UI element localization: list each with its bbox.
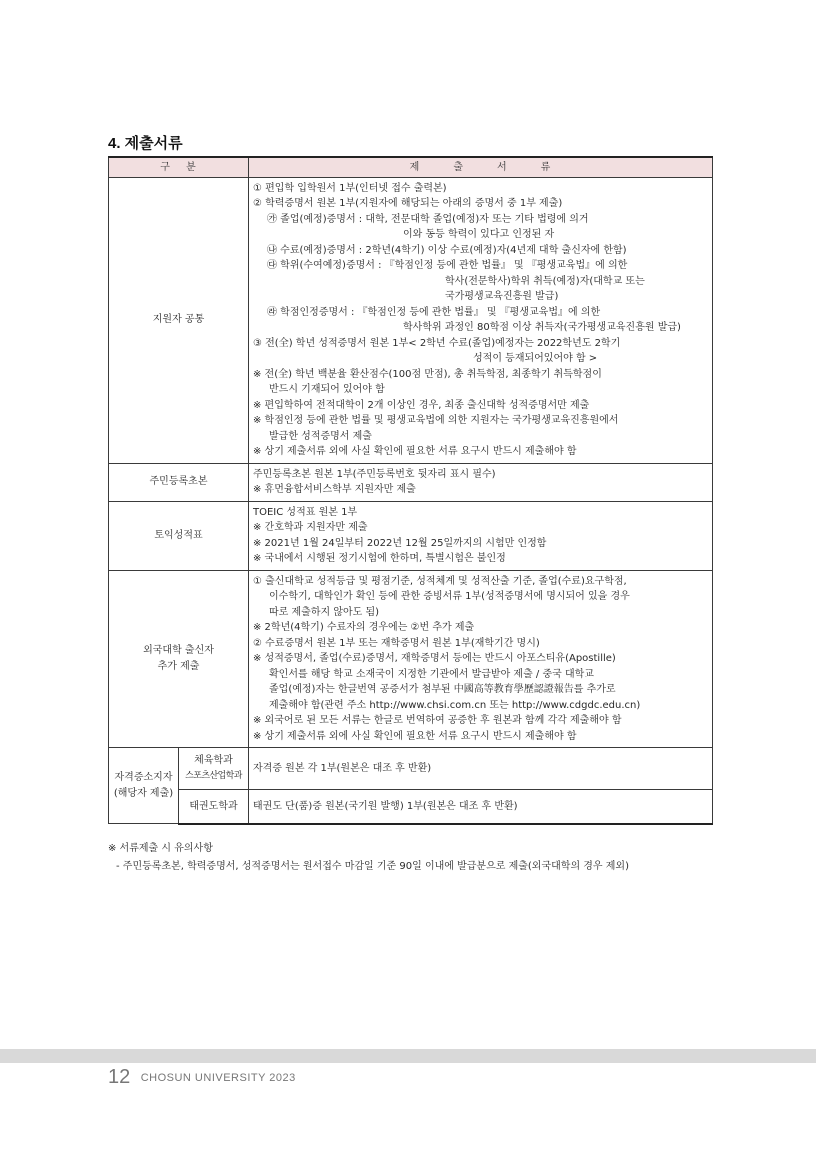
table-row bbox=[109, 177, 713, 463]
sports-label-line: 스포츠산업학과 bbox=[185, 770, 242, 781]
common-line: ㉮ 졸업(예정)증명서 : 대학, 전문대학 졸업(예정)자 또는 기타 법령에 의거 bbox=[267, 213, 589, 225]
common-line: ※ 전(全) 학년 백분율 환산점수(100점 만점), 총 취득학점, 최종학기 취득학점이 bbox=[253, 368, 602, 380]
row-content-common bbox=[249, 177, 713, 463]
foreign-line: ① 출신대학교 성적등급 및 평점기준, 성적체계 및 성적산출 기준, 졸업(수료)요구학점, bbox=[253, 575, 627, 587]
certificate-label-line: 자격증소지자 bbox=[114, 772, 173, 783]
common-line: ② 학력증명서 원본 1부(지원자에 해당되는 아래의 증명서 중 1부 제출) bbox=[253, 198, 563, 209]
common-line: 학사(전문학사)학위 취득(예정)자(대학교 또는 bbox=[445, 275, 645, 287]
common-line: ※ 편입학하여 전적대학이 2개 이상인 경우, 최종 출신대학 성적증명서만 제출 bbox=[253, 399, 590, 411]
table-row bbox=[109, 748, 713, 790]
common-line: 학사학위 과정인 80학점 이상 취득자(국가평생교육진흥원 발급) bbox=[403, 322, 681, 333]
resident-line: ※ 휴먼융합서비스학부 지원자만 제출 bbox=[253, 484, 416, 495]
row-label-resident: 주민등록초본 bbox=[109, 463, 249, 501]
table-header-row bbox=[109, 157, 713, 177]
foreign-line: 이수학기, 대학인가 확인 등에 관한 증빙서류 1부(성적증명서에 명시되어 있을 경우 bbox=[269, 591, 630, 602]
table-row bbox=[109, 501, 713, 570]
toeic-line: TOEIC 성적표 원본 1부 bbox=[253, 506, 358, 518]
table-row bbox=[109, 790, 713, 824]
resident-line: 주민등록초본 원본 1부(주민등록번호 뒷자리 표시 필수) bbox=[253, 468, 496, 480]
common-line: 발급한 성적증명서 제출 bbox=[269, 430, 372, 442]
table-row bbox=[109, 570, 713, 748]
foreign-line: 졸업(예정)자는 한글번역 공증서가 첨부된 中國高等教育學歷認證報告를 추가로 bbox=[269, 684, 616, 695]
sublabel-sports bbox=[179, 748, 249, 790]
row-content-foreign bbox=[249, 570, 713, 748]
toeic-line: ※ 2021년 1월 24일부터 2022년 12월 25일까지의 시험만 인정함 bbox=[253, 537, 547, 549]
row-content-taekwondo bbox=[249, 790, 713, 824]
row-content-resident bbox=[249, 463, 713, 501]
sports-label-line: 체육학과 bbox=[194, 755, 233, 766]
toeic-line: ※ 국내에서 시행된 정기시험에 한하며, 특별시험은 불인정 bbox=[253, 553, 506, 564]
common-line: ㉯ 수료(예정)증명서 : 2학년(4학기) 이상 수료(예정)자(4년제 대학 출신자에 한함) bbox=[267, 244, 627, 256]
row-label-foreign bbox=[109, 570, 249, 748]
common-line: ㉱ 학점인정증명서 : 『학점인정 등에 관한 법률』 및 『평생교육법』에 의한 bbox=[267, 306, 601, 318]
notes-title: ※ 서류제출 시 유의사항 bbox=[108, 843, 213, 854]
row-label-certificate bbox=[109, 748, 179, 824]
common-line: ① 편입학 입학원서 1부(인터넷 접수 출력본) bbox=[253, 182, 447, 194]
common-line: ③ 전(全) 학년 성적증명서 원본 1부< 2학년 수료(졸업)예정자는 2022학년도 2학기 bbox=[253, 337, 621, 349]
page-number: 12 bbox=[108, 1066, 131, 1088]
row-content-toeic bbox=[249, 501, 713, 570]
common-line: ※ 상기 제출서류 외에 사실 확인에 필요한 서류 요구시 반드시 제출해야 함 bbox=[253, 446, 577, 457]
common-line: 국가평생교육진흥원 발급) bbox=[445, 291, 559, 302]
foreign-line: ※ 상기 제출서류 외에 사실 확인에 필요한 서류 요구시 반드시 제출해야 함 bbox=[253, 730, 577, 742]
sports-line: 자격증 원본 각 1부(원본은 대조 후 반환) bbox=[253, 762, 432, 774]
foreign-line: ② 수료증명서 원본 1부 또는 재학증명서 원본 1부(재학기간 명시) bbox=[253, 637, 540, 649]
toeic-line: ※ 간호학과 지원자만 제출 bbox=[253, 522, 368, 533]
foreign-line: ※ 2학년(4학기) 수료자의 경우에는 ②번 추가 제출 bbox=[253, 622, 475, 633]
header-category: 구 분 bbox=[109, 157, 249, 177]
foreign-line: ※ 외국어로 된 모든 서류는 한글로 번역하여 공증한 후 원본과 함께 각각 제출해야 함 bbox=[253, 715, 622, 726]
foreign-line: ※ 성적증명서, 졸업(수료)증명서, 재학증명서 등에는 반드시 아포스티유(Apostille) bbox=[253, 653, 616, 664]
taekwondo-line: 태권도 단(품)증 원본(국기원 발행) 1부(원본은 대조 후 반환) bbox=[253, 800, 518, 812]
footer-university: CHOSUN UNIVERSITY 2023 bbox=[140, 1071, 296, 1084]
table-row bbox=[109, 463, 713, 501]
common-line: 성적이 등재되어있어야 함 > bbox=[473, 353, 598, 364]
row-label-toeic: 토익성적표 bbox=[109, 501, 249, 570]
row-label-common: 지원자 공통 bbox=[109, 177, 249, 463]
section-title: 4. 제출서류 bbox=[108, 135, 183, 152]
foreign-line: 확인서를 해당 학교 소재국이 지정한 기관에서 발급받아 제출 / 중국 대학교 bbox=[269, 668, 594, 680]
header-documents: 제 출 서 류 bbox=[249, 157, 713, 177]
common-line: 반드시 기재되어 있어야 함 bbox=[269, 384, 385, 395]
notes bbox=[108, 840, 629, 876]
foreign-line: 제출해야 함(관련 주소 http://www.chsi.com.cn 또는 http://www.cdgdc.edu.cn) bbox=[269, 699, 641, 711]
foreign-label-line: 외국대학 출신자 bbox=[143, 645, 214, 657]
footer bbox=[108, 1066, 296, 1089]
common-line: 이와 동등 학력이 있다고 인정된 자 bbox=[403, 229, 555, 240]
row-content-sports bbox=[249, 748, 713, 790]
foreign-label-line: 추가 제출 bbox=[157, 660, 200, 672]
foreign-line: 따로 제출하지 않아도 됨) bbox=[269, 606, 380, 618]
sublabel-taekwondo: 태권도학과 bbox=[179, 790, 249, 824]
notes-item: - 주민등록초본, 학력증명서, 성적증명서는 원서접수 마감일 기준 90일 이내에 발급분으로 제출(외국대학의 경우 제외) bbox=[116, 861, 629, 872]
common-line: ※ 학점인정 등에 관한 법률 및 평생교육법에 의한 지원자는 국가평생교육진흥원에서 bbox=[253, 415, 619, 426]
common-line: ㉰ 학위(수여예정)증명서 : 『학점인정 등에 관한 법률』 및 『평생교육법』에 의한 bbox=[267, 260, 628, 271]
certificate-label-line: (해당자 제출) bbox=[113, 787, 174, 799]
documents-table bbox=[108, 156, 713, 825]
footer-bar bbox=[0, 1049, 816, 1063]
